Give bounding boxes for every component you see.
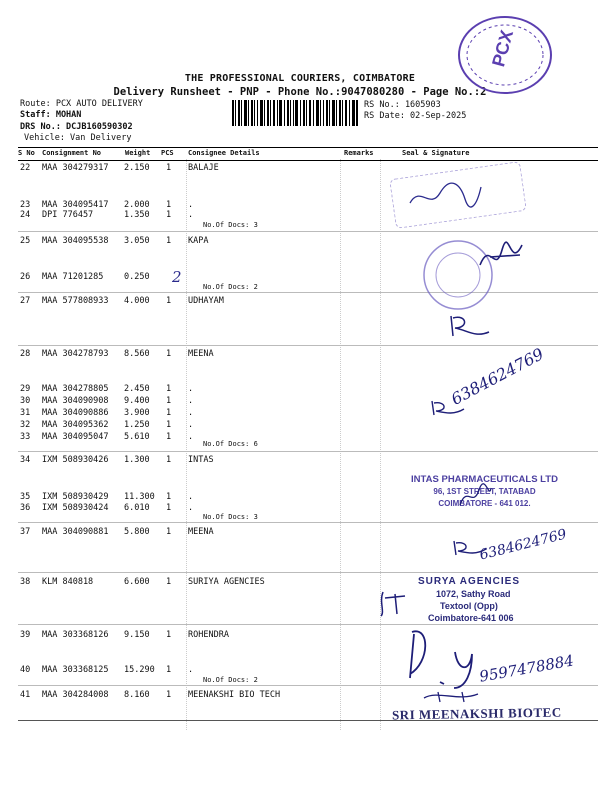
row-consignment-no: MAA 304090886 [42, 408, 109, 418]
row-sno: 41 [20, 690, 31, 700]
intas-stamp-line: 96, 1ST STREET, TATABAD [433, 487, 536, 496]
row-weight: 8.160 [124, 690, 150, 700]
pcx-stamp [450, 10, 560, 100]
row-sno: 39 [20, 630, 31, 640]
signature-row-34 [455, 480, 495, 510]
signature-row-22 [405, 175, 485, 215]
suriya-stamp [418, 576, 520, 624]
signature-row-41 [418, 688, 498, 706]
row-sno: 35 [20, 492, 31, 502]
row-pcs: 1 [166, 236, 172, 246]
row-consignment-no: MAA 304278805 [42, 384, 109, 394]
row-weight: 1.300 [124, 455, 150, 465]
row-consignment-no: IXM 508930429 [42, 492, 109, 502]
handwritten-phone-1: 6384624769 [448, 344, 547, 409]
row-weight: 5.800 [124, 527, 150, 537]
doc-count: No.Of Docs: 3 [203, 221, 258, 229]
row-sno: 37 [20, 527, 31, 537]
drs-number: DRS No.: DCJB160590302 [20, 122, 133, 132]
col-weight: Weight [125, 149, 151, 157]
staff-label: Staff: MOHAN [20, 110, 82, 120]
signature-row-39 [400, 622, 490, 692]
intas-stamp-line: INTAS PHARMACEUTICALS LTD [411, 474, 558, 485]
row-consignment-no: MAA 304095362 [42, 420, 109, 430]
column-divider [186, 159, 187, 730]
column-divider [380, 159, 381, 730]
row-sno: 24 [20, 210, 31, 220]
row-weight: 8.560 [124, 349, 150, 359]
handwritten-phone-2: 6384624769 [478, 526, 569, 564]
row-consignment-no: MAA 71201285 [42, 272, 104, 282]
row-pcs: 1 [166, 384, 172, 394]
row-pcs: 1 [166, 349, 172, 359]
meenakshi-stamp: SRI MEENAKSHI BIOTEC [391, 704, 562, 723]
doc-count: No.Of Docs: 2 [203, 676, 258, 684]
row-sno: 40 [20, 665, 31, 675]
suriya-stamp-line: Coimbatore-641 006 [428, 613, 514, 623]
row-consignment-no: MAA 303368126 [42, 630, 109, 640]
row-weight: 9.400 [124, 396, 150, 406]
row-pcs: 1 [166, 492, 172, 502]
signature-row-25 [470, 235, 530, 280]
row-weight: 15.290 [124, 665, 155, 675]
handwritten-pcs: 2 [172, 268, 182, 286]
row-weight: 3.050 [124, 236, 150, 246]
column-divider [340, 159, 341, 730]
intas-stamp-line: COIMBATORE - 641 012. [438, 499, 531, 508]
row-weight: 2.150 [124, 163, 150, 173]
row-sno: 25 [20, 236, 31, 246]
row-pcs: 1 [166, 432, 172, 442]
row-sno: 26 [20, 272, 31, 282]
row-weight: 3.900 [124, 408, 150, 418]
row-pcs: 1 [166, 200, 172, 210]
row-consignee: ROHENDRA [188, 630, 229, 640]
row-consignee: . [188, 200, 194, 210]
row-consignee: . [188, 665, 194, 675]
row-weight: 6.010 [124, 503, 150, 513]
row-consignee: . [188, 503, 194, 513]
row-sno: 31 [20, 408, 31, 418]
row-sno: 32 [20, 420, 31, 430]
suriya-stamp-line: Textool (Opp) [440, 601, 498, 611]
table-header [18, 147, 598, 161]
row-weight: 1.350 [124, 210, 150, 220]
row-pcs: 1 [166, 396, 172, 406]
group-separator [18, 522, 598, 523]
row-weight: 2.450 [124, 384, 150, 394]
row-sno: 29 [20, 384, 31, 394]
col-remarks: Remarks [344, 149, 374, 157]
col-consignment: Consignment No [42, 149, 102, 157]
row-sno: 38 [20, 577, 31, 587]
signature-row-38 [375, 588, 415, 618]
row-consignment-no: DPI 776457 [42, 210, 94, 220]
doc-count: No.Of Docs: 3 [203, 513, 258, 521]
row-sno: 22 [20, 163, 31, 173]
row-sno: 30 [20, 396, 31, 406]
group-separator [18, 624, 598, 625]
row-weight: 1.250 [124, 420, 150, 430]
row-consignment-no: IXM 508930426 [42, 455, 109, 465]
row-pcs: 1 [166, 630, 172, 640]
row-consignee: BALAJE [188, 163, 219, 173]
row-consignment-no: MAA 304284008 [42, 690, 109, 700]
row-pcs: 1 [166, 665, 172, 675]
row-consignee: UDHAYAM [188, 296, 224, 306]
row-consignee: MEENA [188, 349, 214, 359]
row-consignment-no: MAA 303368125 [42, 665, 109, 675]
runsheet-subtitle: Delivery Runsheet - PNP - Phone No.:9047080280 - Page No.:2 [113, 86, 487, 98]
row-weight: 9.150 [124, 630, 150, 640]
col-seal: Seal & Signature [402, 149, 470, 157]
suriya-stamp-line: SURYA AGENCIES [418, 576, 520, 587]
barcode [232, 100, 358, 126]
row-consignee: . [188, 210, 194, 220]
row-weight: 4.000 [124, 296, 150, 306]
row-pcs: 1 [166, 527, 172, 537]
row-consignment-no: MAA 304278793 [42, 349, 109, 359]
row-consignment-no: MAA 304095538 [42, 236, 109, 246]
row-consignment-no: MAA 304090908 [42, 396, 109, 406]
row-consignment-no: MAA 304095417 [42, 200, 109, 210]
row-consignee: INTAS [188, 455, 214, 465]
row-sno: 34 [20, 455, 31, 465]
col-sno: S No [18, 149, 35, 157]
row-pcs: 1 [166, 408, 172, 418]
vehicle-label: Vehicle: Van Delivery [24, 133, 132, 143]
group-separator [18, 292, 598, 293]
row-sno: 36 [20, 503, 31, 513]
row-pcs: 1 [166, 503, 172, 513]
row-consignee: . [188, 420, 194, 430]
row-consignee: . [188, 408, 194, 418]
group-separator [18, 451, 598, 452]
handwritten-phone-3: 9597478884 [478, 651, 576, 686]
company-title: THE PROFESSIONAL COURIERS, COIMBATORE [184, 73, 416, 84]
group-separator [18, 345, 598, 346]
rs-number: RS No.: 1605903 [364, 100, 441, 110]
row-consignment-no: MAA 304279317 [42, 163, 109, 173]
row-weight: 6.600 [124, 577, 150, 587]
row-consignment-no: MAA 304090881 [42, 527, 109, 537]
row-pcs: 1 [166, 690, 172, 700]
row-pcs: 1 [166, 455, 172, 465]
row-pcs: 1 [166, 210, 172, 220]
row-consignment-no: KLM 840818 [42, 577, 94, 587]
row-pcs: 1 [166, 577, 172, 587]
col-pcs: PCS [161, 149, 174, 157]
doc-count: No.Of Docs: 2 [203, 283, 258, 291]
row-sno: 33 [20, 432, 31, 442]
col-consignee: Consignee Details [188, 149, 260, 157]
row-pcs: 1 [166, 163, 172, 173]
row-sno: 27 [20, 296, 31, 306]
row-consignee: MEENA [188, 527, 214, 537]
row-consignee: KAPA [188, 236, 209, 246]
row-consignee: . [188, 492, 194, 502]
row-weight: 11.300 [124, 492, 155, 502]
route-label: Route: PCX AUTO DELIVERY [20, 99, 143, 109]
row-consignment-no: IXM 508930424 [42, 503, 109, 513]
row-consignee: SURIYA AGENCIES [188, 577, 265, 587]
row-consignment-no: MAA 304095047 [42, 432, 109, 442]
row-pcs: 1 [166, 296, 172, 306]
row-consignee: . [188, 384, 194, 394]
row-consignment-no: MAA 577808933 [42, 296, 109, 306]
row-sno: 28 [20, 349, 31, 359]
suriya-stamp-line: 1072, Sathy Road [436, 589, 511, 599]
row-consignee: . [188, 396, 194, 406]
row-consignee: MEENAKSHI BIO TECH [188, 690, 281, 700]
pcx-stamp-text: PCX [488, 27, 518, 69]
row-weight: 2.000 [124, 200, 150, 210]
group-separator [18, 685, 598, 686]
doc-count: No.Of Docs: 6 [203, 440, 258, 448]
group-separator [18, 231, 598, 232]
row-pcs: 1 [166, 420, 172, 430]
signature-row-27 [445, 310, 495, 342]
row-weight: 0.250 [124, 272, 150, 282]
row-sno: 23 [20, 200, 31, 210]
row-consignee: . [188, 432, 194, 442]
rs-date: RS Date: 02-Sep-2025 [364, 111, 467, 121]
group-separator [18, 572, 598, 573]
row-weight: 5.610 [124, 432, 150, 442]
